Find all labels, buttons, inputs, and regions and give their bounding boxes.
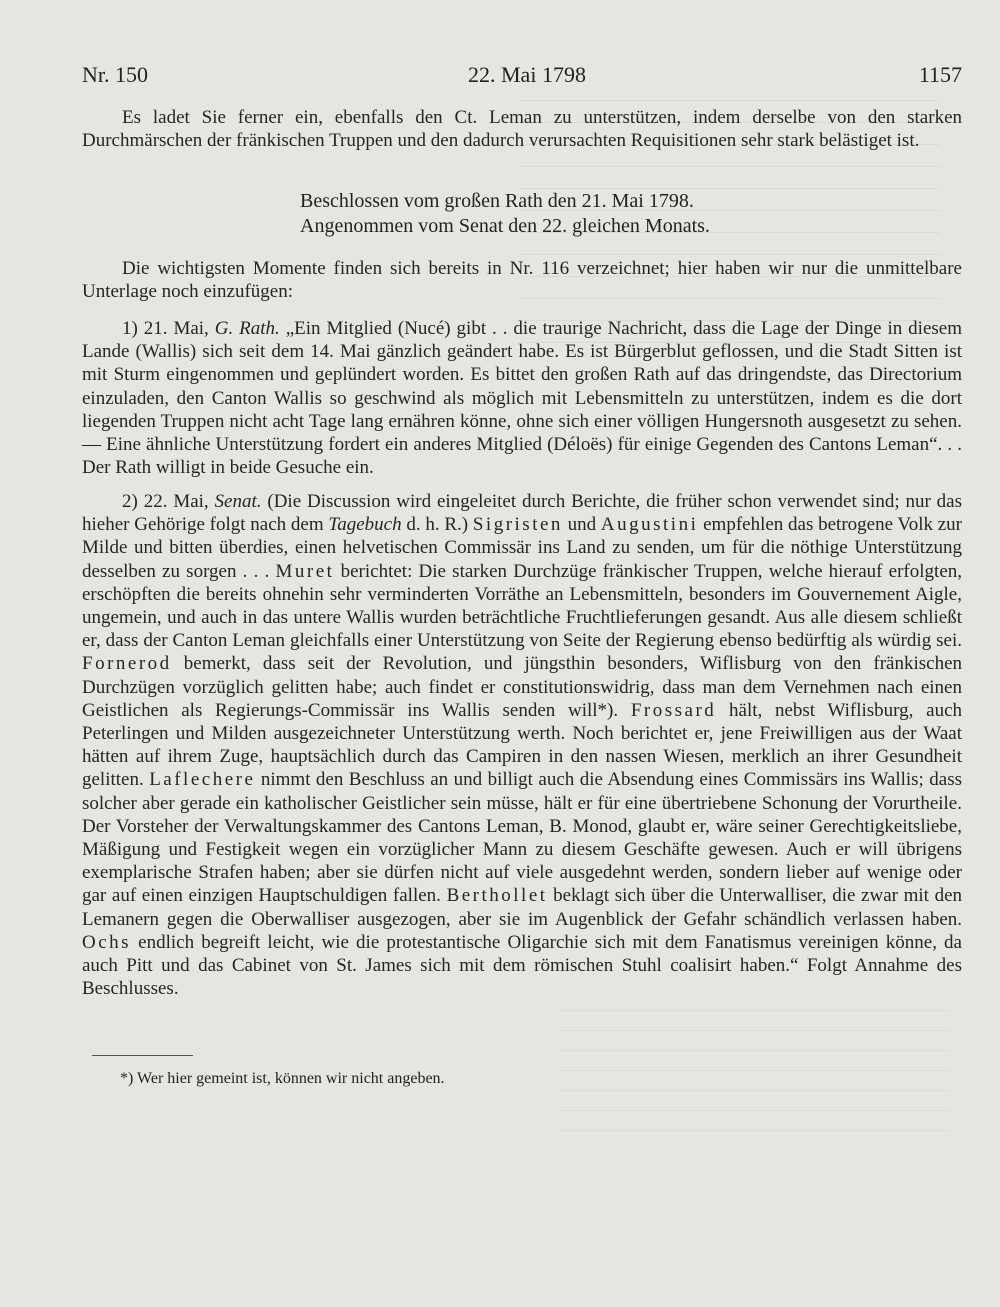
- item-1-paragraph: [82, 317, 962, 479]
- item-2-text-1: (Die Discussion wird eingeleitet durch Berichte, die früher schon verwendet sind; nur das hieher Gehörige folgt nach dem: [82, 491, 962, 536]
- item-2-text-3: empfehlen das betrogene Volk zur Milde und bitten überdies, einen helvetischen Commissär ins Land zu senden, um für die nöthige Unterstützung desselben zu sorgen . . .: [82, 514, 962, 582]
- speaker-laflechere: Laflechere: [149, 769, 256, 791]
- footnote-rule: [92, 1055, 193, 1056]
- speaker-berthollet: Berthollet: [446, 885, 548, 907]
- item-2-text-2: d. h. R.): [401, 514, 473, 536]
- item-2-text-6: hält, nebst Wiflisburg, auch Peterlingen und Milden ausgezeichneter Unterstützung werth. Noch berichtet er, jene Freiwilligen aus der Waat hätten auf ihrem Zuge, hauptsächlich durch das Campiren in den nassen Wiesen, merklich an ihrer Gesundheit gelitten.: [82, 699, 962, 791]
- document-number: Nr. 150: [82, 62, 148, 87]
- resolution-block: [300, 189, 710, 239]
- item-2-text-5: bemerkt, dass seit der Revolution, und jüngsthin besonders, Wiflisburg von den fränkischen Durchzügen vorzüglich gelitten habe; auch findet er constitutionswidrig, dass man dem Vernehmen nach einen Geistlichen als Regierungs-Commissär ins Wallis senden will*).: [82, 653, 962, 721]
- moments-paragraph: Die wichtigsten Momente finden sich bereits in Nr. 116 verzeichnet; hier haben wir nur die unmittelbare Unterlage noch einzufügen:: [82, 258, 962, 303]
- item-2-text-9: endlich begreift leicht, wie die protestantische Oligarchie sich mit dem Fanatismus vereinigen könne, da auch Pitt und das Cabinet von St. James sich mit dem römischen Stuhl coalisirt haben.“ Folgt Annahme des Beschlusses.: [82, 931, 962, 1000]
- page-number: 1157: [918, 62, 962, 87]
- item-1-body: G. Rath.: [214, 318, 280, 339]
- item-2-text-7: nimmt den Beschluss an und billigt auch die Absendung eines Commissärs ins Wallis; dass solcher aber gerade ein katholischer Geistlicher sein müsse, hält er für eine übertriebene Schonung der Vorurtheile. Der Vorsteher der Verwaltungskammer des Cantons Leman, B. Monod, glaubt er, wäre seiner Gerechtigkeitsliebe, Mäßigung und Festigkeit wegen ein vorzüglicher Mann zu diesem Geschäfte gewesen. Auch er will übrigens exemplarische Strafen haben; aber sie dürfen nicht auf viele ausgedehnt werden, sondern lieber auf wenige oder gar auf einen einzigen Hauptschuldigen fallen.: [82, 769, 962, 907]
- resolution-line-2: Angenommen vom Senat den 22. gleichen Monats.: [300, 215, 710, 237]
- running-header: [82, 62, 962, 96]
- speaker-frossard: Frossard: [630, 699, 717, 721]
- bleed-through-texture-lower: [560, 1010, 950, 1150]
- item-2-text-8: beklagt sich über die Unterwalliser, die zwar mit den Lemanern gegen die Oberwalliser ausgezogen, aber sie im Augenblick der Gefahr schändlich verlassen haben.: [82, 885, 963, 930]
- resolution-line-1: Beschlossen vom großen Rath den 21. Mai 1798.: [300, 190, 694, 212]
- item-2-and: und: [562, 514, 601, 536]
- speaker-fornerod: Fornerod: [82, 653, 172, 675]
- item-2-prefix: 2) 22. Mai,: [122, 491, 215, 512]
- item-2-paragraph: [82, 490, 962, 1000]
- item-2-text-4: berichtet: Die starken Durchzüge fränkischer Truppen, welche hierauf erfolgten, erschöpften die bereits ohnehin sehr verminderten Vorräthe an Lebensmitteln, besonders im Gouvernement Aigle, ungemein, und auch in das untere Wallis wurden beträchtliche Fruchtlieferungen gesandt. Aus alle diesem schließt er, dass der Canton Leman gleichfalls einer Unterstützung von Seite der Regierung ebenso bedürftig als würdig sei.: [82, 560, 962, 652]
- header-date: 22. Mai 1798: [468, 62, 586, 87]
- footnote: *) Wer hier gemeint ist, können wir nicht angeben.: [120, 1070, 445, 1087]
- intro-paragraph: Es ladet Sie ferner ein, ebenfalls den Ct. Leman zu unterstützen, indem derselbe von den starken Durchmärschen der fränkischen Truppen und den dadurch verursachten Requisitionen sehr stark belästiget ist.: [82, 107, 962, 152]
- speaker-muret: Muret: [275, 560, 335, 582]
- speaker-ochs: Ochs: [82, 931, 132, 953]
- item-1-text: „Ein Mitglied (Nucé) gibt . . die traurige Nachricht, dass die Lage der Dinge in diesem Lande (Wallis) sich seit dem 14. Mai gänzlich geändert habe. Es ist Bürgerblut geflossen, und die Stadt Sitten ist mit Sturm eingenommen und geplündert worden. Es bittet den großen Rath auf das dringendste, das Directorium einzuladen, den Canton Wallis so geschwind als möglich mit Lebensmitteln zu unterstützen, indem es die dort liegenden Truppen nicht acht Tage lang ernähren könne, ohne sich einer völligen Hungersnoth ausgesetzt zu sehen. — Eine ähnliche Unterstützung fordert ein anderes Mitglied (Déloës) für einige Gegenden des Cantons Leman“. . . Der Rath willigt in beide Gesuche ein.: [82, 318, 962, 479]
- item-1-prefix: 1) 21. Mai,: [122, 318, 215, 339]
- tagebuch-ref: Tagebuch: [328, 514, 402, 536]
- speaker-augustini: Augustini: [600, 514, 699, 536]
- speaker-sigristen: Sigristen: [472, 514, 563, 536]
- item-2-body: Senat.: [214, 491, 262, 512]
